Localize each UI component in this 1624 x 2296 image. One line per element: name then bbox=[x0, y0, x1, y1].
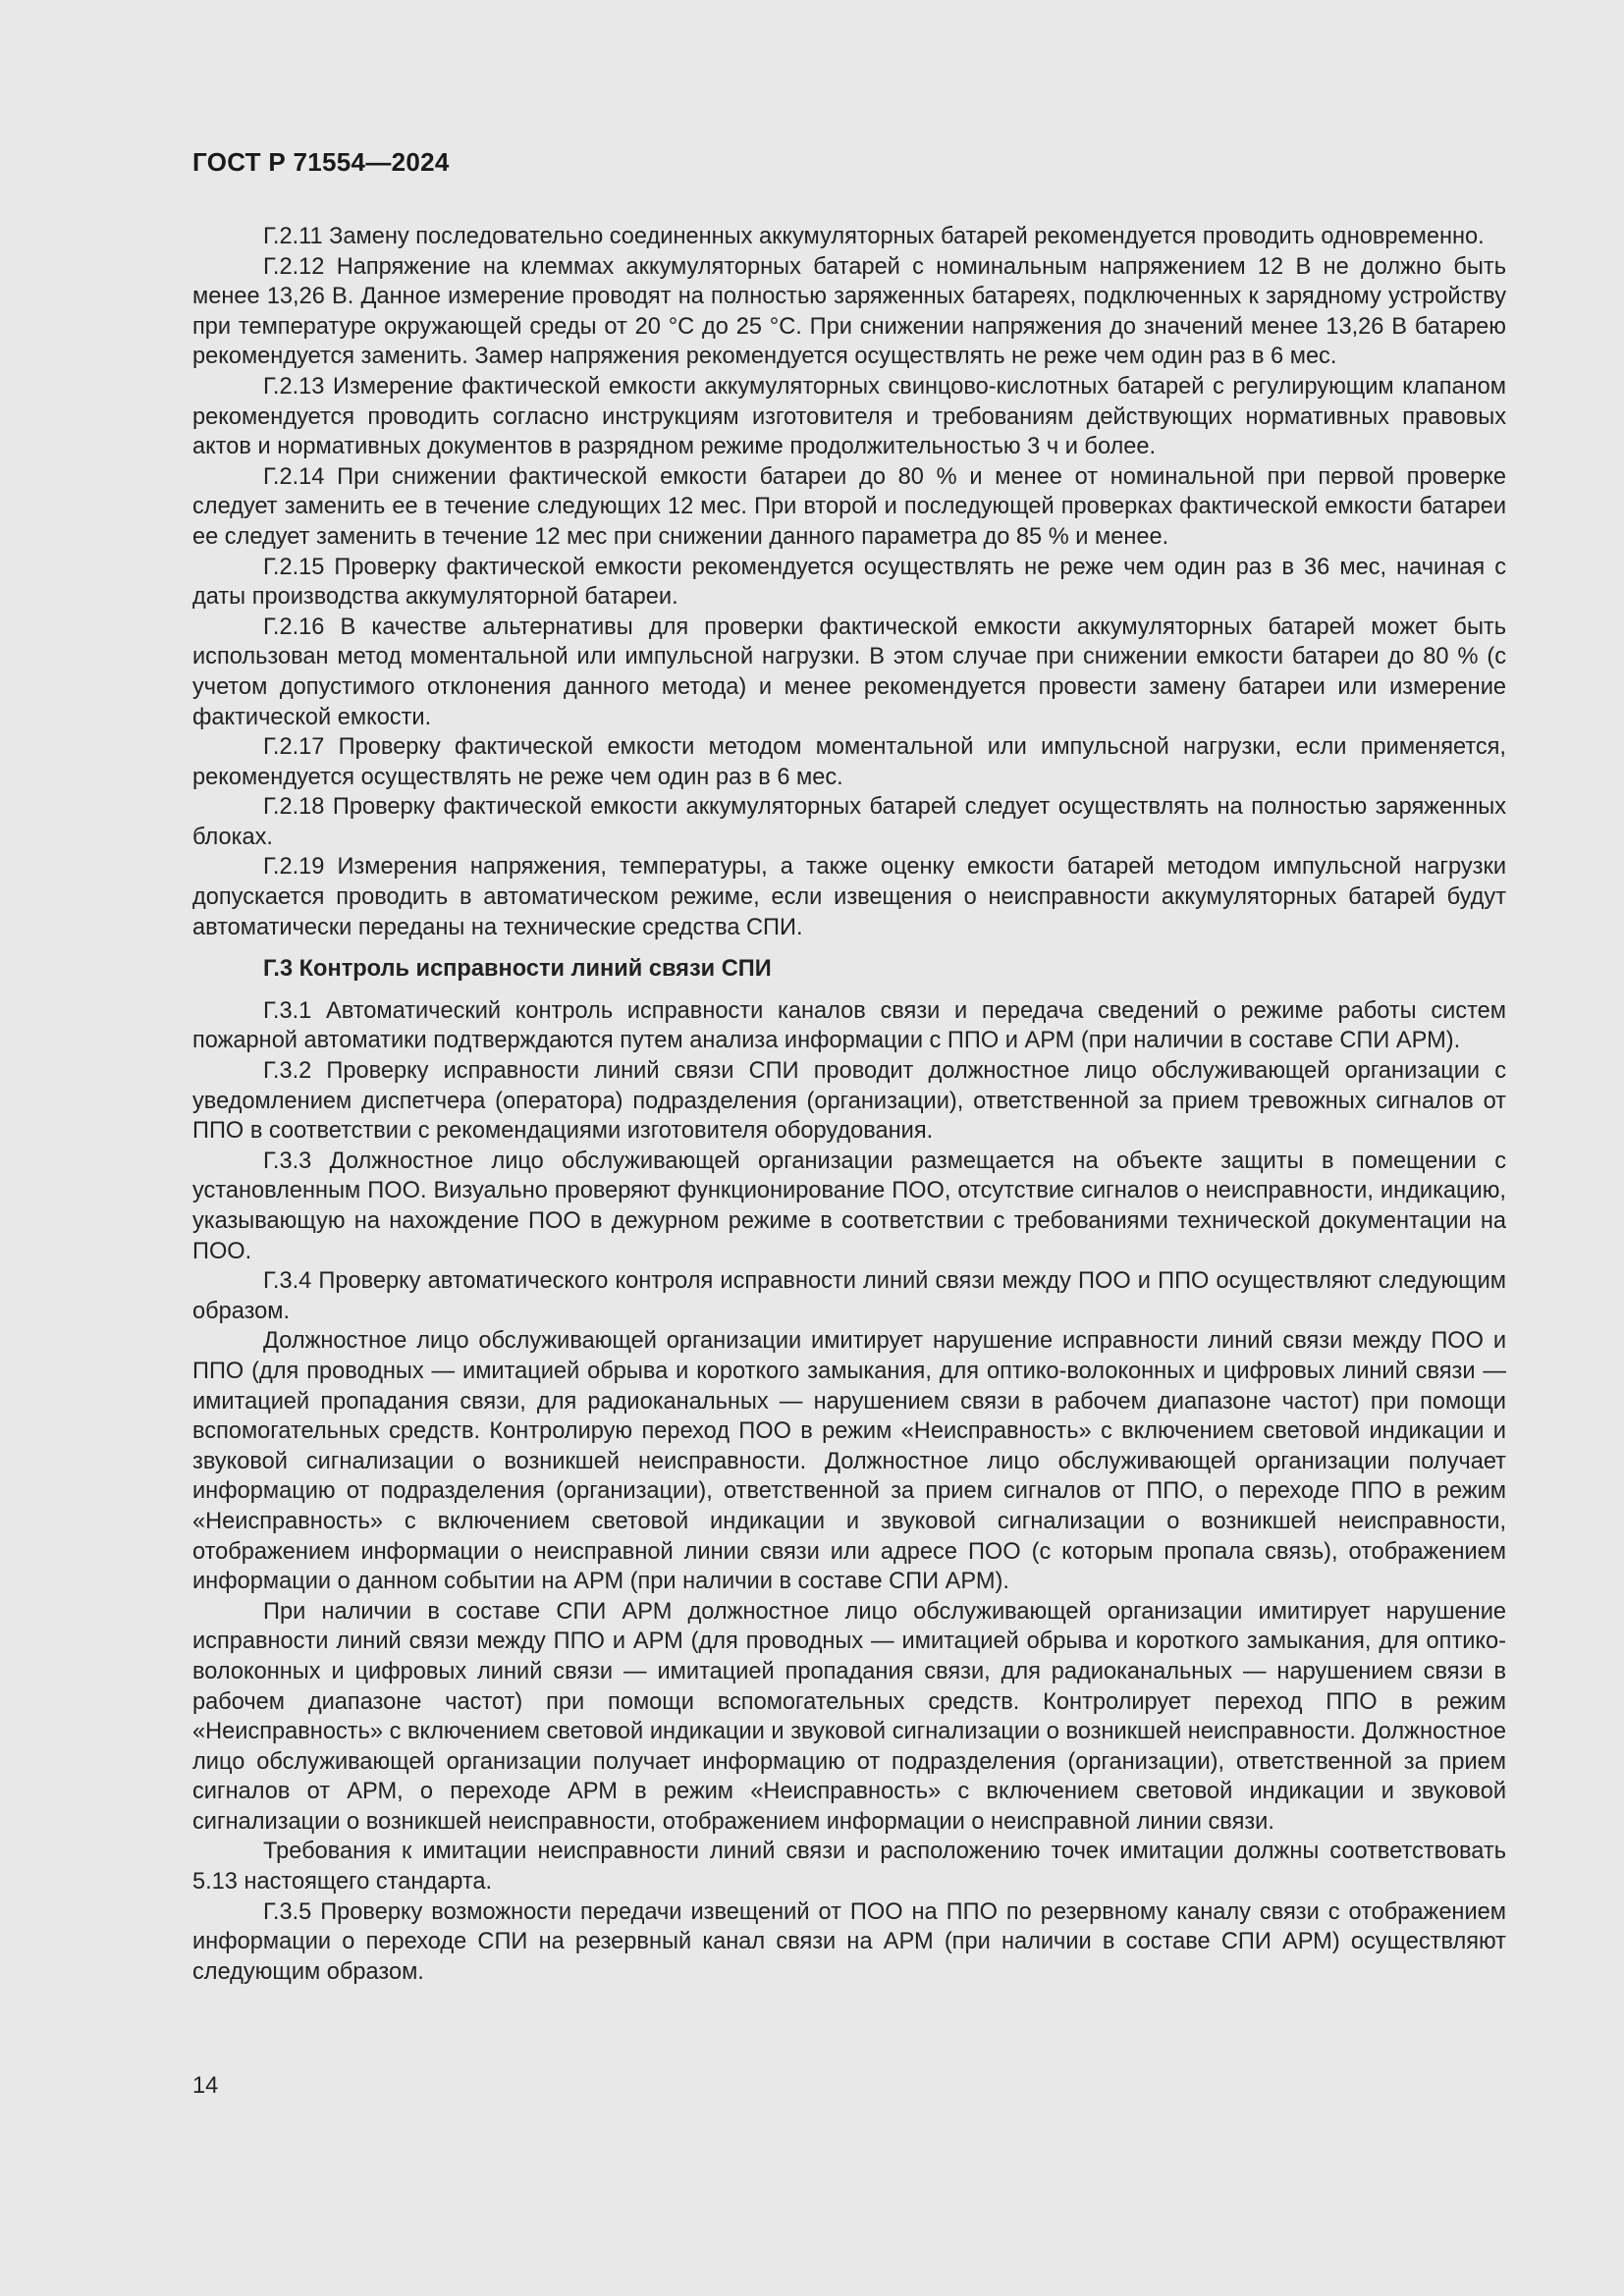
paragraph: Г.3.3 Должностное лицо обслуживающей организации размещается на объекте защиты в помещении с установленным ПОО. Визуально проверяют функционирование ПОО, отсутствие сигналов о неисправности, индикацию, указывающую на нахождение ПОО в дежурном режиме в соответствии с требованиями технической документации на ПОО. bbox=[192, 1148, 1506, 1264]
page-number: 14 bbox=[192, 2073, 219, 2099]
paragraph: Г.2.12 Напряжение на клеммах аккумуляторных батарей с номинальным напряжением 12 В не должно быть менее 13,26 В. Данное измерение проводят на полностью заряженных батареях, подключенных к зарядному устройству при температуре окружающей среды от 20 °С до 25 °С. При снижении напряжения до значений менее 13,26 В батарею рекомендуется заменить. Замер напряжения рекомендуется осуществлять не реже чем один раз в 6 мес. bbox=[192, 253, 1506, 370]
paragraph: Г.2.19 Измерения напряжения, температуры, а также оценку емкости батарей методом импульсной нагрузки допускается проводить в автоматическом режиме, если извещения о неисправности аккумуляторных батарей будут автоматически переданы на технические средства СПИ. bbox=[192, 854, 1506, 940]
document-body bbox=[192, 222, 1506, 1987]
paragraph: Г.2.14 При снижении фактической емкости батареи до 80 % и менее от номинальной при первой проверке следует заменить ее в течение следующих 12 мес. При второй и последующей проверках фактической емкости батареи ее следует заменить в течение 12 мес при снижении данного параметра до 85 % и менее. bbox=[192, 463, 1506, 550]
paragraph: Требования к имитации неисправности линий связи и расположению точек имитации должны соответствовать 5.13 настоящего стандарта. bbox=[192, 1839, 1506, 1896]
paragraph: Должностное лицо обслуживающей организации имитирует нарушение исправности линий связи между ПОО и ППО (для проводных — имитацией обрыва и короткого замыкания, для оптико-волоконных и цифровых линий связи — имитацией пропадания связи, для радиоканальных — нарушением связи в рабочем диапазоне частот) при помощи вспомогательных средств. Контролирую переход ПОО в режим «Неисправность» с включением световой индикации и звуковой сигнализации о возникшей неисправности. Должностное лицо обслуживающей организации получает информацию от подразделения (организации), ответственной за прием сигналов от ППО, о переходе ППО в режим «Неисправность» с включением световой индикации и звуковой сигнализации о возникшей неисправности, отображением информации о неисправной линии связи или адресе ПОО (с которым пропала связь), отображением информации о данном событии на АРМ (при наличии в составе СПИ АРМ). bbox=[192, 1328, 1506, 1595]
document-header: ГОСТ Р 71554—2024 bbox=[192, 147, 450, 177]
paragraph: Г.2.17 Проверку фактической емкости методом моментальной или импульсной нагрузки, если применяется, рекомендуется осуществлять не реже чем один раз в 6 мес. bbox=[192, 734, 1506, 790]
paragraph: Г.3.2 Проверку исправности линий связи СПИ проводит должностное лицо обслуживающей организации с уведомлением диспетчера (оператора) подразделения (организации), ответственной за прием тревожных сигналов от ППО в соответствии с рекомендациями изготовителя оборудования. bbox=[192, 1058, 1506, 1145]
paragraph: Г.2.18 Проверку фактической емкости аккумуляторных батарей следует осуществлять на полностью заряженных блоках. bbox=[192, 794, 1506, 850]
section-heading: Г.3 Контроль исправности линий связи СПИ bbox=[263, 956, 772, 983]
paragraph: Г.3.4 Проверку автоматического контроля исправности линий связи между ПОО и ППО осуществляют следующим образом. bbox=[192, 1268, 1506, 1324]
paragraph: Г.2.15 Проверку фактической емкости рекомендуется осуществлять не реже чем один раз в 36 мес, начиная с даты производства аккумуляторной батареи. bbox=[192, 554, 1506, 611]
paragraph: Г.3.1 Автоматический контроль исправности каналов связи и передача сведений о режиме работы систем пожарной автоматики подтверждаются путем анализа информации с ППО и АРМ (при наличии в составе СПИ АРМ). bbox=[192, 997, 1506, 1054]
paragraph: Г.2.11 Замену последовательно соединенных аккумуляторных батарей рекомендуется проводить одновременно. bbox=[263, 224, 1485, 249]
paragraph: Г.2.16 В качестве альтернативы для проверки фактической емкости аккумуляторных батарей может быть использован метод моментальной или импульсной нагрузки. В этом случае при снижении емкости батареи до 80 % (с учетом допустимого отклонения данного метода) и менее рекомендуется провести замену батареи или измерение фактической емкости. bbox=[192, 614, 1506, 730]
paragraph: Г.3.5 Проверку возможности передачи извещений от ПОО на ППО по резервному каналу связи с отображением информации о переходе СПИ на резервный канал связи на АРМ (при наличии в составе СПИ АРМ) осуществляют следующим образом. bbox=[192, 1898, 1506, 1985]
paragraph: Г.2.13 Измерение фактической емкости аккумуляторных свинцово-кислотных батарей с регулирующим клапаном рекомендуется проводить согласно инструкциям изготовителя и требованиям действующих нормативных правовых актов и нормативных документов в разрядном режиме продолжительностью 3 ч и более. bbox=[192, 373, 1506, 460]
paragraph: При наличии в составе СПИ АРМ должностное лицо обслуживающей организации имитирует нарушение исправности линий связи между ППО и АРМ (для проводных — имитацией обрыва и короткого замыкания, для оптико-волоконных и цифровых линий связи — имитацией пропадания связи, для радиоканальных — нарушением связи в рабочем диапазоне частот) при помощи вспомогательных средств. Контролирует переход ППО в режим «Неисправность» с включением световой индикации и звуковой сигнализации о возникшей неисправности. Должностное лицо обслуживающей организации получает информацию от подразделения (организации), ответственной за прием сигналов от АРМ, о переходе АРМ в режим «Неисправность» с включением световой индикации и звуковой сигнализации о возникшей неисправности, отображением информации о неисправной линии связи. bbox=[192, 1598, 1506, 1835]
